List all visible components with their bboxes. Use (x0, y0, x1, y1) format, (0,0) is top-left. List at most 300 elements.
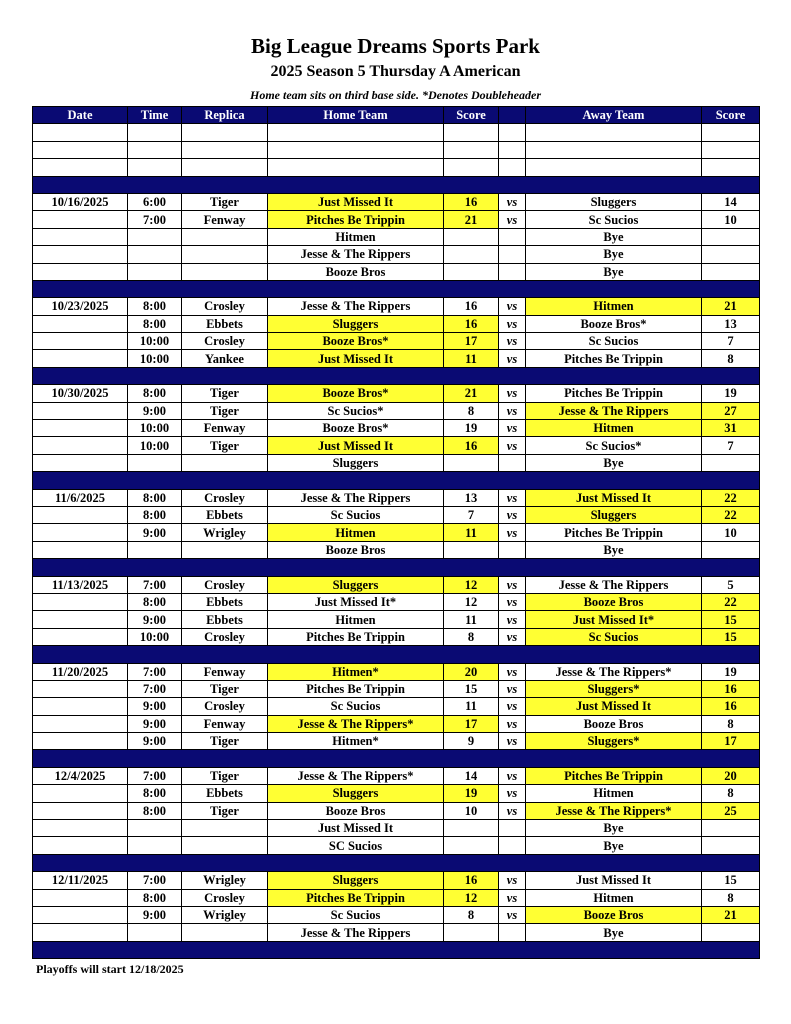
week-separator-bar (33, 367, 760, 384)
game-time: 7:00 (128, 576, 182, 593)
game-time: 10:00 (128, 628, 182, 645)
home-team: Sluggers (268, 454, 444, 471)
game-row (33, 350, 760, 367)
game-row (33, 228, 760, 245)
home-team: Hitmen* (268, 733, 444, 750)
away-score: 8 (702, 785, 760, 802)
away-score: 15 (702, 611, 760, 628)
week-separator (33, 559, 760, 576)
home-score: 12 (444, 576, 499, 593)
away-score (702, 454, 760, 471)
column-header-time: Time (128, 107, 182, 124)
table-end-bar (33, 941, 760, 958)
away-score: 27 (702, 402, 760, 419)
away-team: Just Missed It (526, 872, 702, 889)
away-score: 31 (702, 420, 760, 437)
home-score: 8 (444, 402, 499, 419)
game-field: Ebbets (182, 315, 268, 332)
away-score: 15 (702, 872, 760, 889)
empty-cell (444, 124, 499, 141)
away-score: 22 (702, 489, 760, 506)
game-time: 8:00 (128, 506, 182, 523)
game-row (33, 820, 760, 837)
vs-label: vs (499, 420, 526, 437)
home-score: 11 (444, 611, 499, 628)
game-time: 9:00 (128, 611, 182, 628)
week-separator-bar (33, 280, 760, 297)
vs-label (499, 228, 526, 245)
away-team: Hitmen (526, 889, 702, 906)
away-team: Pitches Be Trippin (526, 767, 702, 784)
page-title: Big League Dreams Sports Park (251, 34, 540, 58)
home-score: 17 (444, 715, 499, 732)
empty-cell (182, 159, 268, 176)
home-team: Just Missed It (268, 350, 444, 367)
empty-cell (128, 141, 182, 158)
away-team: Bye (526, 263, 702, 280)
game-field: Ebbets (182, 611, 268, 628)
game-date: 11/6/2025 (33, 489, 128, 506)
week-separator (33, 280, 760, 297)
vs-label: vs (499, 298, 526, 315)
home-score (444, 246, 499, 263)
game-field: Crosley (182, 298, 268, 315)
home-score: 9 (444, 733, 499, 750)
empty-cell (444, 159, 499, 176)
home-team: Sc Sucios (268, 698, 444, 715)
game-field: Tiger (182, 733, 268, 750)
away-score: 16 (702, 698, 760, 715)
away-team: Booze Bros (526, 715, 702, 732)
column-header-away-score: Score (702, 107, 760, 124)
home-score (444, 228, 499, 245)
game-time: 9:00 (128, 524, 182, 541)
game-date (33, 246, 128, 263)
game-time: 10:00 (128, 420, 182, 437)
game-time: 7:00 (128, 872, 182, 889)
vs-label: vs (499, 593, 526, 610)
blank-row (33, 159, 760, 176)
game-row (33, 385, 760, 402)
game-field: Crosley (182, 489, 268, 506)
game-row (33, 802, 760, 819)
away-score: 15 (702, 628, 760, 645)
home-score: 10 (444, 802, 499, 819)
away-score: 19 (702, 663, 760, 680)
away-team: Jesse & The Rippers (526, 402, 702, 419)
home-score: 16 (444, 193, 499, 210)
game-time (128, 820, 182, 837)
away-score (702, 263, 760, 280)
away-team: Sc Sucios* (526, 437, 702, 454)
away-score: 21 (702, 906, 760, 923)
game-field: Tiger (182, 193, 268, 210)
game-field: Wrigley (182, 872, 268, 889)
week-separator (33, 646, 760, 663)
home-score (444, 924, 499, 941)
game-row (33, 889, 760, 906)
header-note: Home team sits on third base side. *Denotes Doubleheader (250, 88, 541, 102)
home-score: 12 (444, 593, 499, 610)
game-field: Tiger (182, 402, 268, 419)
home-team: Pitches Be Trippin (268, 889, 444, 906)
game-field: Tiger (182, 680, 268, 697)
game-field: Crosley (182, 889, 268, 906)
game-field (182, 246, 268, 263)
home-team: Pitches Be Trippin (268, 211, 444, 228)
vs-label: vs (499, 333, 526, 350)
game-row (33, 246, 760, 263)
away-score: 19 (702, 385, 760, 402)
vs-label: vs (499, 385, 526, 402)
game-date: 10/23/2025 (33, 298, 128, 315)
vs-label: vs (499, 315, 526, 332)
game-time: 8:00 (128, 385, 182, 402)
table-end-bar-cell (33, 941, 760, 958)
home-team: Pitches Be Trippin (268, 628, 444, 645)
away-score (702, 837, 760, 854)
game-date (33, 785, 128, 802)
away-team: Sc Sucios (526, 333, 702, 350)
home-score: 16 (444, 872, 499, 889)
game-time: 9:00 (128, 402, 182, 419)
vs-label: vs (499, 680, 526, 697)
away-score: 7 (702, 333, 760, 350)
game-date (33, 263, 128, 280)
game-date: 11/20/2025 (33, 663, 128, 680)
home-score: 20 (444, 663, 499, 680)
home-team: Booze Bros (268, 263, 444, 280)
empty-cell (702, 159, 760, 176)
game-date (33, 802, 128, 819)
game-row (33, 680, 760, 697)
game-time: 10:00 (128, 437, 182, 454)
vs-label: vs (499, 524, 526, 541)
game-date (33, 889, 128, 906)
away-score: 7 (702, 437, 760, 454)
column-header-vs (499, 107, 526, 124)
game-row (33, 906, 760, 923)
home-score: 13 (444, 489, 499, 506)
home-team: Jesse & The Rippers* (268, 715, 444, 732)
away-score: 20 (702, 767, 760, 784)
away-team: Pitches Be Trippin (526, 524, 702, 541)
away-team: Sc Sucios (526, 211, 702, 228)
game-field (182, 837, 268, 854)
game-row (33, 715, 760, 732)
column-header-away-team: Away Team (526, 107, 702, 124)
away-score (702, 246, 760, 263)
game-time: 10:00 (128, 333, 182, 350)
away-score: 16 (702, 680, 760, 697)
game-row (33, 576, 760, 593)
empty-cell (33, 141, 128, 158)
column-header-date: Date (33, 107, 128, 124)
game-field (182, 924, 268, 941)
home-score: 7 (444, 506, 499, 523)
home-team: Booze Bros* (268, 333, 444, 350)
game-time: 8:00 (128, 889, 182, 906)
home-score (444, 837, 499, 854)
home-score: 16 (444, 298, 499, 315)
game-row (33, 698, 760, 715)
game-time (128, 541, 182, 558)
week-separator-bar (33, 176, 760, 193)
vs-label: vs (499, 576, 526, 593)
home-team: Booze Bros* (268, 420, 444, 437)
game-date (33, 698, 128, 715)
game-row (33, 506, 760, 523)
game-date (33, 437, 128, 454)
game-time: 7:00 (128, 767, 182, 784)
game-date: 10/30/2025 (33, 385, 128, 402)
home-team: Hitmen (268, 524, 444, 541)
away-team: Sluggers* (526, 680, 702, 697)
away-score: 25 (702, 802, 760, 819)
game-date (33, 524, 128, 541)
home-team: Just Missed It (268, 193, 444, 210)
vs-label (499, 837, 526, 854)
game-field: Tiger (182, 437, 268, 454)
game-time: 7:00 (128, 680, 182, 697)
playoffs-note: Playoffs will start 12/18/2025 (36, 962, 184, 976)
game-date (33, 733, 128, 750)
game-row (33, 541, 760, 558)
game-field (182, 820, 268, 837)
game-date: 10/16/2025 (33, 193, 128, 210)
game-row (33, 402, 760, 419)
home-team: Sc Sucios (268, 906, 444, 923)
vs-label: vs (499, 785, 526, 802)
home-score: 21 (444, 385, 499, 402)
game-field: Crosley (182, 698, 268, 715)
home-team: Just Missed It (268, 437, 444, 454)
home-team: Just Missed It (268, 820, 444, 837)
away-team: Sluggers (526, 506, 702, 523)
vs-label: vs (499, 906, 526, 923)
game-row (33, 333, 760, 350)
away-team: Hitmen (526, 298, 702, 315)
vs-label: vs (499, 506, 526, 523)
vs-label: vs (499, 663, 526, 680)
away-score (702, 924, 760, 941)
home-score (444, 541, 499, 558)
week-separator (33, 750, 760, 767)
away-score: 8 (702, 350, 760, 367)
page-subtitle: 2025 Season 5 Thursday A American (270, 63, 521, 80)
game-date (33, 906, 128, 923)
vs-label: vs (499, 402, 526, 419)
game-time: 8:00 (128, 785, 182, 802)
vs-label (499, 820, 526, 837)
game-time (128, 924, 182, 941)
empty-cell (499, 159, 526, 176)
game-date (33, 333, 128, 350)
game-date (33, 837, 128, 854)
empty-cell (128, 159, 182, 176)
vs-label: vs (499, 733, 526, 750)
game-field (182, 454, 268, 471)
game-field: Fenway (182, 663, 268, 680)
home-score (444, 263, 499, 280)
away-team: Jesse & The Rippers* (526, 663, 702, 680)
away-team: Bye (526, 246, 702, 263)
home-team: Sluggers (268, 576, 444, 593)
game-field: Crosley (182, 628, 268, 645)
home-score: 14 (444, 767, 499, 784)
empty-cell (444, 141, 499, 158)
game-field: Crosley (182, 576, 268, 593)
home-score: 8 (444, 906, 499, 923)
game-field (182, 263, 268, 280)
game-date (33, 350, 128, 367)
home-team: Jesse & The Rippers (268, 924, 444, 941)
away-team: Bye (526, 454, 702, 471)
home-score: 11 (444, 350, 499, 367)
home-team: Sluggers (268, 872, 444, 889)
empty-cell (702, 141, 760, 158)
game-field: Fenway (182, 211, 268, 228)
away-team: Booze Bros (526, 593, 702, 610)
vs-label (499, 924, 526, 941)
game-row (33, 489, 760, 506)
game-time: 8:00 (128, 593, 182, 610)
game-time: 8:00 (128, 315, 182, 332)
home-team: Pitches Be Trippin (268, 680, 444, 697)
home-team: Sluggers (268, 785, 444, 802)
home-team: Booze Bros (268, 802, 444, 819)
empty-cell (526, 159, 702, 176)
vs-label (499, 454, 526, 471)
game-time: 7:00 (128, 211, 182, 228)
home-score: 11 (444, 524, 499, 541)
game-field: Fenway (182, 715, 268, 732)
home-score: 19 (444, 420, 499, 437)
game-time: 9:00 (128, 733, 182, 750)
away-team: Bye (526, 228, 702, 245)
home-score: 17 (444, 333, 499, 350)
game-row (33, 628, 760, 645)
vs-label: vs (499, 437, 526, 454)
game-field: Ebbets (182, 506, 268, 523)
away-score: 10 (702, 211, 760, 228)
vs-label (499, 246, 526, 263)
away-score: 13 (702, 315, 760, 332)
away-score: 21 (702, 298, 760, 315)
game-time (128, 263, 182, 280)
game-time: 8:00 (128, 298, 182, 315)
home-score: 11 (444, 698, 499, 715)
home-team: Booze Bros* (268, 385, 444, 402)
home-team: Hitmen (268, 228, 444, 245)
game-date (33, 628, 128, 645)
column-header-home-score: Score (444, 107, 499, 124)
home-score: 12 (444, 889, 499, 906)
game-row (33, 767, 760, 784)
game-date (33, 454, 128, 471)
game-time (128, 228, 182, 245)
game-field: Wrigley (182, 906, 268, 923)
away-score (702, 228, 760, 245)
away-team: Hitmen (526, 420, 702, 437)
vs-label: vs (499, 872, 526, 889)
home-team: Just Missed It* (268, 593, 444, 610)
home-score (444, 454, 499, 471)
home-score (444, 820, 499, 837)
game-field: Ebbets (182, 785, 268, 802)
home-team: Jesse & The Rippers (268, 489, 444, 506)
game-row (33, 611, 760, 628)
away-team: Sluggers (526, 193, 702, 210)
game-date (33, 541, 128, 558)
game-date: 12/4/2025 (33, 767, 128, 784)
away-score: 14 (702, 193, 760, 210)
game-date (33, 924, 128, 941)
game-row (33, 733, 760, 750)
away-score: 17 (702, 733, 760, 750)
empty-cell (526, 124, 702, 141)
game-row (33, 211, 760, 228)
empty-cell (128, 124, 182, 141)
vs-label: vs (499, 611, 526, 628)
empty-cell (33, 159, 128, 176)
game-row (33, 420, 760, 437)
away-team: Sluggers* (526, 733, 702, 750)
away-score (702, 541, 760, 558)
away-team: Hitmen (526, 785, 702, 802)
game-field: Crosley (182, 333, 268, 350)
empty-cell (33, 124, 128, 141)
game-time: 6:00 (128, 193, 182, 210)
game-time: 9:00 (128, 715, 182, 732)
week-separator-bar (33, 646, 760, 663)
game-date (33, 420, 128, 437)
empty-cell (182, 141, 268, 158)
home-score: 21 (444, 211, 499, 228)
empty-cell (182, 124, 268, 141)
game-field: Wrigley (182, 524, 268, 541)
away-team: Bye (526, 924, 702, 941)
vs-label: vs (499, 211, 526, 228)
game-field: Tiger (182, 767, 268, 784)
home-team: SC Sucios (268, 837, 444, 854)
away-team: Pitches Be Trippin (526, 350, 702, 367)
home-score: 15 (444, 680, 499, 697)
empty-cell (526, 141, 702, 158)
game-date (33, 680, 128, 697)
game-time (128, 454, 182, 471)
week-separator (33, 472, 760, 489)
week-separator-bar (33, 750, 760, 767)
home-team: Jesse & The Rippers (268, 246, 444, 263)
away-score: 22 (702, 506, 760, 523)
away-team: Jesse & The Rippers* (526, 802, 702, 819)
game-date: 12/11/2025 (33, 872, 128, 889)
game-date: 11/13/2025 (33, 576, 128, 593)
week-separator (33, 367, 760, 384)
game-row (33, 837, 760, 854)
blank-row (33, 124, 760, 141)
week-separator (33, 176, 760, 193)
week-separator-bar (33, 472, 760, 489)
vs-label (499, 541, 526, 558)
home-team: Hitmen (268, 611, 444, 628)
game-row (33, 263, 760, 280)
column-header-home-team: Home Team (268, 107, 444, 124)
vs-label: vs (499, 889, 526, 906)
game-row (33, 924, 760, 941)
game-time: 9:00 (128, 698, 182, 715)
